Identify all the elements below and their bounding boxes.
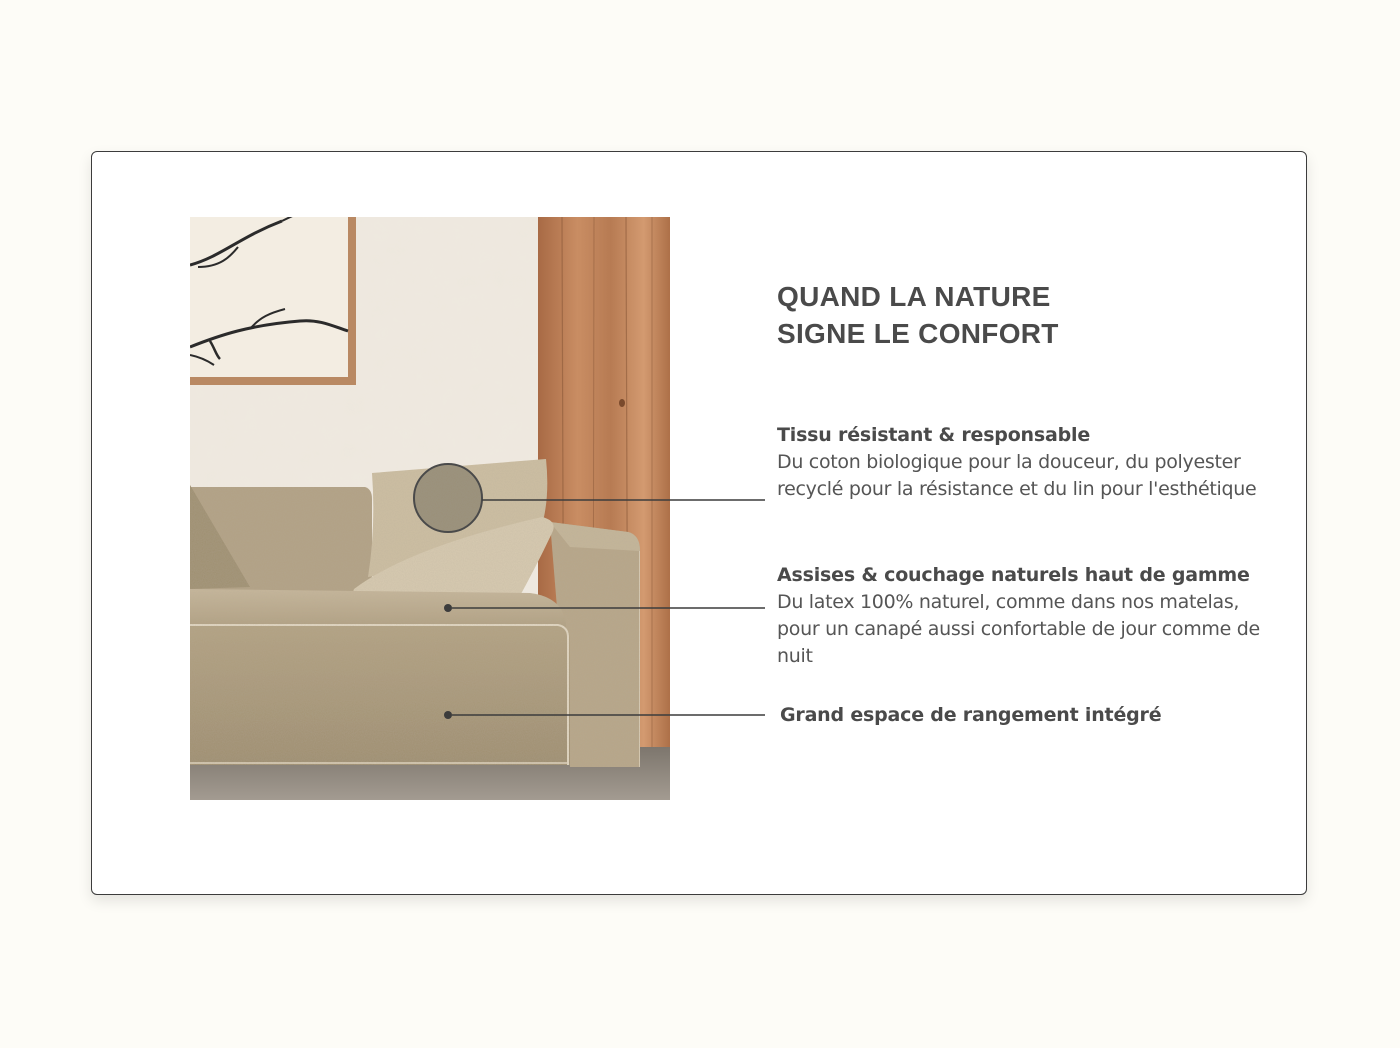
feature-description: Du coton biologique pour la douceur, du polyester recyclé pour la résistance et du lin pour l'esthétique [777,451,1257,500]
feature-seating [777,562,1277,670]
framed-artwork [190,217,356,385]
feature-title: Assises & couchage naturels haut de gamme [777,564,1250,586]
feature-storage [780,702,1280,729]
feature-title: Tissu résistant & responsable [777,424,1091,446]
section-title [777,278,1059,352]
section-title-line-1: QUAND LA NATURE [777,281,1051,312]
sofa-photo [190,217,670,800]
feature-fabric [777,422,1277,503]
feature-description: Du latex 100% naturel, comme dans nos matelas, pour un canapé aussi confortable de jour comme de nuit [777,591,1260,667]
feature-title: Grand espace de rangement intégré [780,704,1162,726]
section-title-line-2: SIGNE LE CONFORT [777,318,1059,349]
